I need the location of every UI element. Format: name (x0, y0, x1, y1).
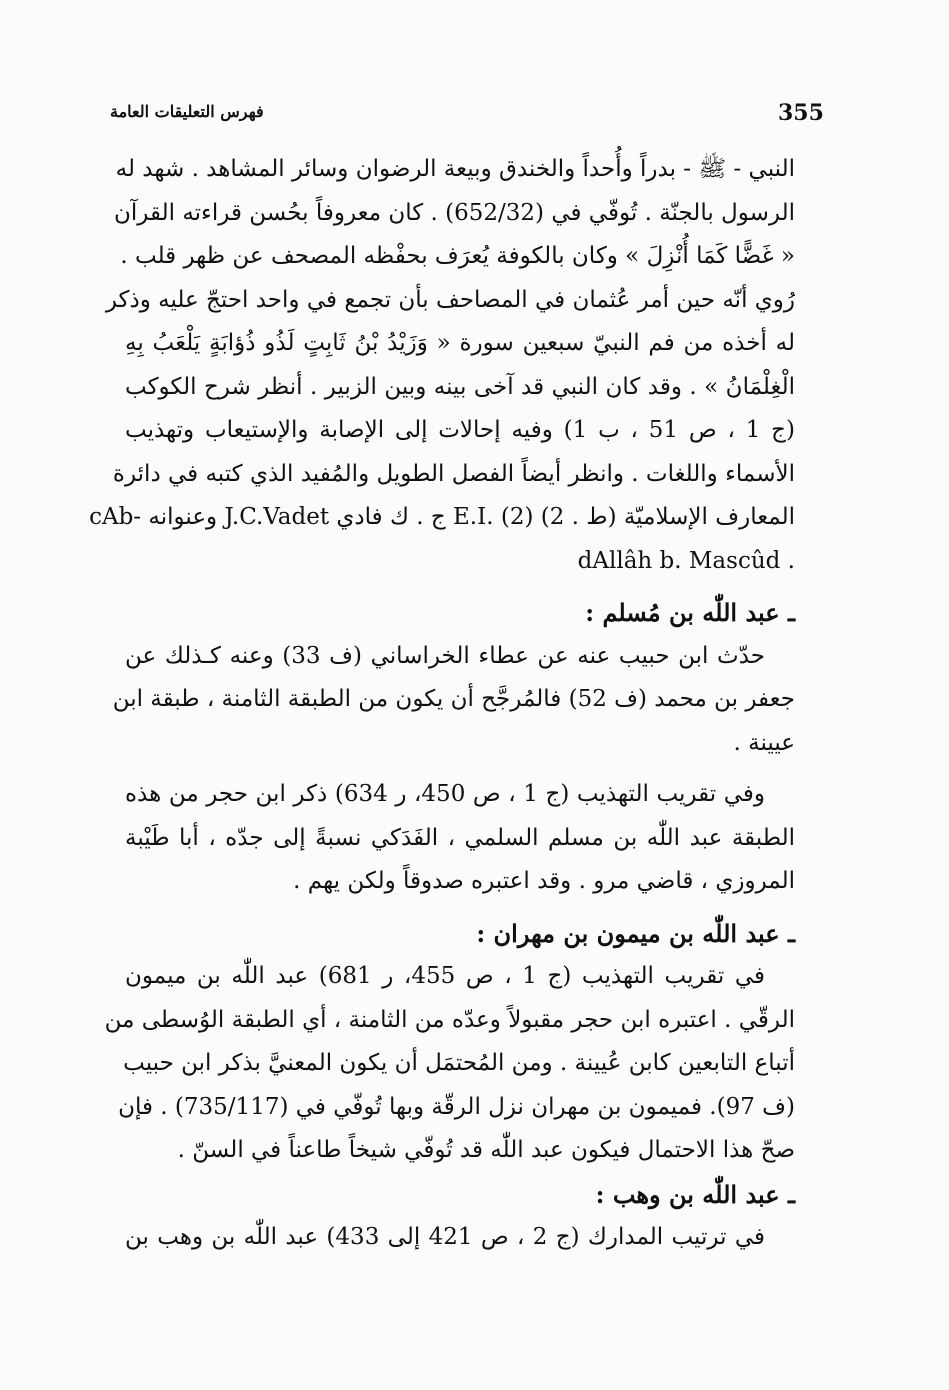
text-line: له أخذه من فم النبيّ سبعين سورة « وَزَيْدُ بْنُ ثَابِتٍ لَذُو ذُؤابَةٍ يَلْعَبُ بِهِ (125, 330, 795, 356)
text-line: « غَضًّا كَمَا أُنْزِلَ » وكان بالكوفة يُعرَف بحفْظه المصحف عن ظهر قلب . (120, 243, 795, 269)
page-header (110, 100, 824, 132)
text-line: الطبقة عبد اللّٰه بن مسلم السلمي ، الفَدَكي نسبةً إلى جدّه ، أبا طَيْبة (125, 824, 795, 851)
text-line: النبي - ﷺ - بدراً وأُحداً والخندق وبيعة الرضوان وسائر المشاهد . شهد له (115, 156, 795, 182)
entry-heading: ـ عبد اللّٰه بن مُسلم : (585, 598, 795, 627)
text-line: في تقريب التهذيب (ج 1 ، ص 455، ر 681) عبد اللّٰه بن ميمون (125, 963, 765, 989)
text-line: وفي تقريب التهذيب (ج 1 ، ص 450، ر 634) ذكر ابن حجر من هذه (125, 781, 766, 807)
entry-heading: ـ عبد اللّٰه بن وهب : (595, 1179, 795, 1209)
text-line: (ج 1 ، ص 51 ، ب 1) وفيه إحالات إلى الإصابة والإستيعاب وتهذيب (125, 417, 795, 443)
page-body (89, 148, 795, 1260)
text-line: المعارف الإسلاميّة (ط . 2) (2) .E.I ج . ك فادي J.C.Vadet وعنوانه -cAb (89, 504, 795, 530)
text-line: (ف 97). فميمون بن مهران نزل الرقّة وبها تُوفّي في (735/117) . فإن (118, 1093, 795, 1120)
text-line: الرسول بالجنّة . تُوفّي في (652/32) . كان معروفاً بحُسن قراءته القرآن (114, 199, 795, 226)
text-line: عيينة . (733, 729, 795, 756)
paragraph-ibn-muslim-cont (112, 678, 795, 765)
text-line: الرقّي . اعتبره ابن حجر مقبولاً وعدّه من الثامنة ، أي الطبقة الوُسطى من (104, 1006, 795, 1033)
paragraph-ibn-muslim (125, 635, 795, 679)
running-head: فهرس التعليقات العامة (110, 102, 264, 121)
text-line: . dAllâh b. Mascûd (577, 547, 795, 574)
paragraph-taqrib (125, 773, 795, 817)
text-line: جعفر بن محمد (ف 52) فالمُرجَّح أن يكون من الطبقة الثامنة ، طبقة ابن (112, 686, 795, 712)
text-line: المروزي ، قاضي مرو . وقد اعتبره صدوقاً ولكن يهم . (293, 868, 795, 894)
text-line: رُوي أنّه حين أمر عُثمان في المصاحف بأن تجمع في واحد احتجّ عليه وذكر (105, 286, 795, 313)
paragraph-ibn-maymun-cont (104, 999, 795, 1173)
paragraph-taqrib-cont (125, 817, 795, 904)
paragraph-ibn-wahb (125, 1216, 795, 1260)
text-line: أتباع التابعين كابن عُيينة . ومن المُحتمَل أن يكون المعنيَّ بذكر ابن حبيب (123, 1050, 795, 1076)
text-line: حدّث ابن حبيب عنه عن عطاء الخراساني (ف 33) وعنه كـذلك عن (125, 642, 765, 669)
entry-heading: ـ عبد اللّٰه بن ميمون بن مهران : (476, 918, 795, 948)
page-number: 355 (778, 100, 824, 126)
paragraph-ibn-masud (89, 148, 795, 583)
text-line: في ترتيب المدارك (ج 2 ، ص 421 إلى 433) عبد اللّٰه بن وهب بن (125, 1224, 766, 1250)
text-line: الأسماء واللغات . وانظر أيضاً الفصل الطويل والمُفيد الذي كتبه في دائرة (112, 460, 795, 487)
paragraph-ibn-maymun (125, 955, 795, 999)
text-line: صحّ هذا الاحتمال فيكون عبد اللّٰه قد تُوفّي شيخاً طاعناً في السنّ . (177, 1137, 795, 1163)
text-line: الْغِلْمَانُ » . وقد كان النبي قد آخى بينه وبين الزبير . أنظر شرح الكوكب (125, 373, 795, 400)
